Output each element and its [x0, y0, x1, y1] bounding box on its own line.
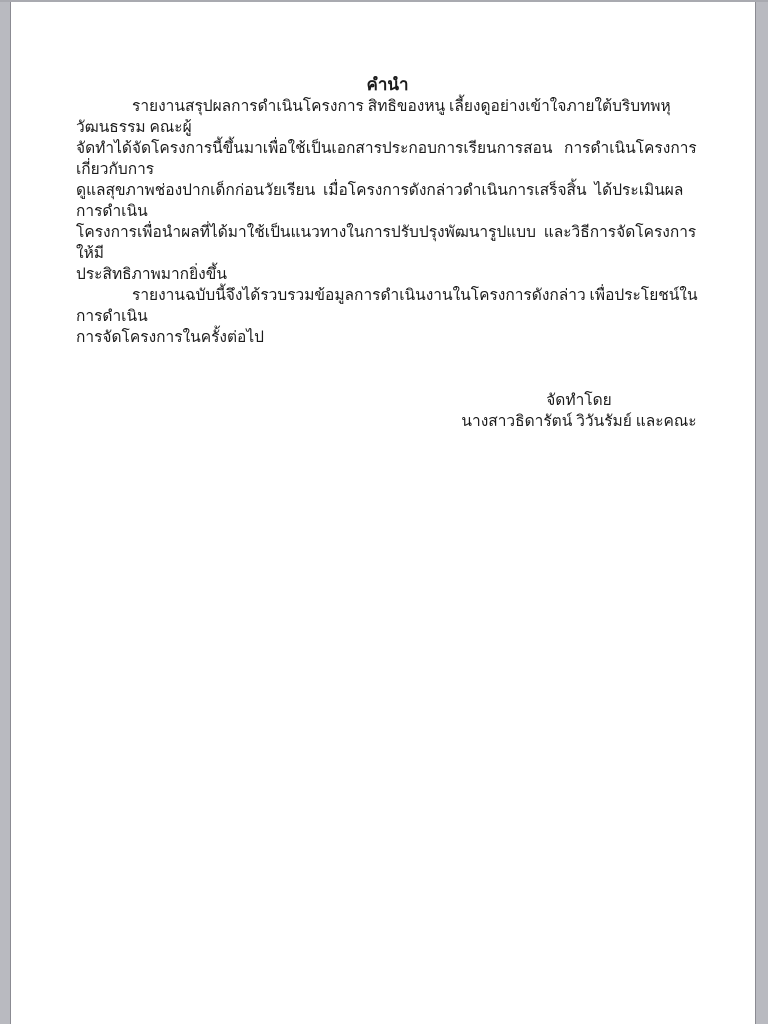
paragraph-2	[76, 285, 699, 348]
paragraph-2-line-2: การจัดโครงการในครั้งต่อไป	[76, 329, 264, 346]
paragraph-2-line-1: รายงานฉบับนี้จึงได้รวบรวมข้อมูลการดำเนินงานในโครงการดังกล่าว เพื่อประโยชน์ในการดำเนิน	[76, 287, 698, 325]
byline-author-name: นางสาวธิดารัตน์ วิวันรัมย์ และคณะ	[461, 413, 697, 430]
paragraph-1-line-4: โครงการเพื่อนำผลที่ได้มาใช้เป็นแนวทางในการปรับปรุงพัฒนารูปแบบ และวิธีการจัดโครงการให้มี	[76, 224, 697, 262]
page-content	[11, 2, 755, 432]
paragraph-1	[76, 96, 699, 285]
page-title: คำนำ	[366, 75, 409, 94]
paragraph-1-line-1: รายงานสรุปผลการดำเนินโครงการ สิทธิของหนู เลี้ยงดูอย่างเข้าใจภายใต้บริบทพหุวัฒนธรรม คณะผู้	[76, 98, 671, 136]
paragraph-1-line-5: ประสิทธิภาพมากยิ่งขึ้น	[76, 266, 227, 283]
byline-block	[459, 390, 699, 432]
byline-label: จัดทำโดย	[546, 392, 612, 409]
document-page	[10, 2, 756, 1024]
paragraph-1-line-3: ดูแลสุขภาพช่องปากเด็กก่อนวัยเรียน เมื่อโครงการดังกล่าวดำเนินการเสร็จสิ้น ได้ประเมินผลการดำเนิน	[76, 182, 684, 220]
paragraph-1-line-2: จัดทำได้จัดโครงการนี้ขึ้นมาเพื่อใช้เป็นเอกสารประกอบการเรียนการสอน การดำเนินโครงการเกี่ยวกับการ	[76, 140, 697, 178]
